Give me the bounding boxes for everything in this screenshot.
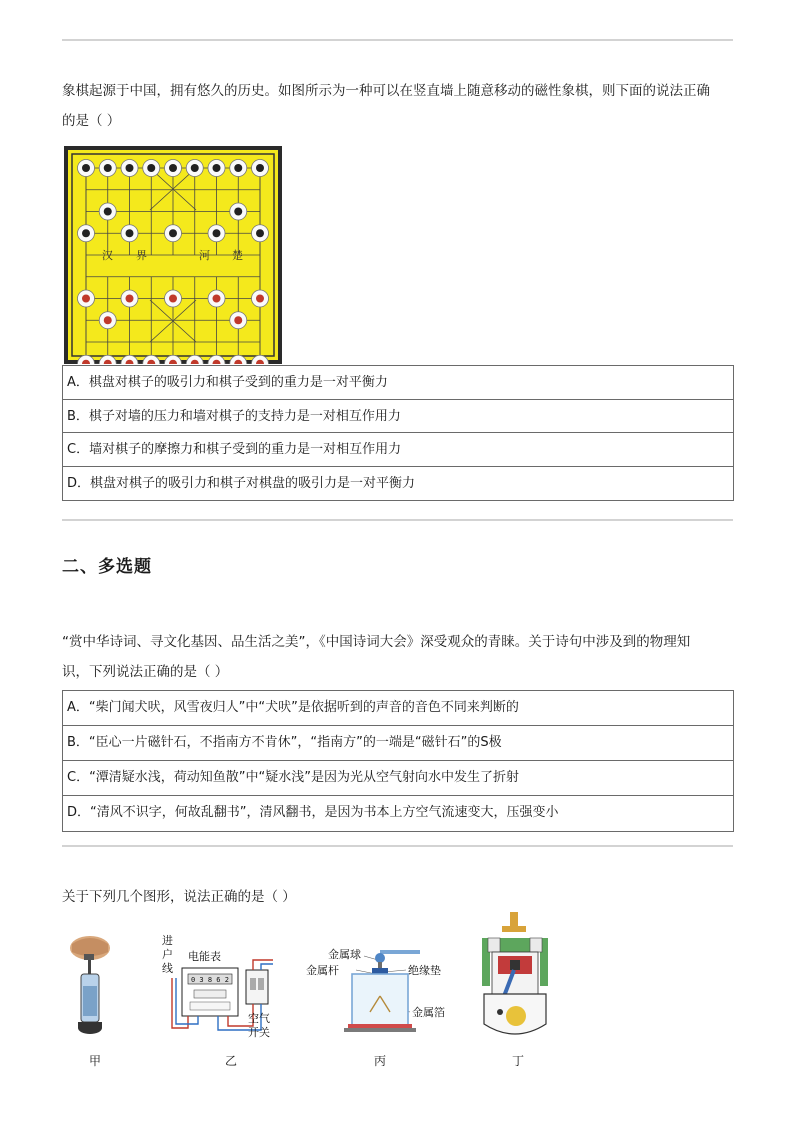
figure-ding-engine bbox=[476, 912, 554, 1044]
chess-piece-glyph bbox=[126, 295, 134, 303]
caption-yi: 乙 bbox=[225, 1054, 238, 1068]
q3-stem: 关于下列几个图形，说法正确的是（ ） bbox=[62, 889, 296, 905]
chess-piece-glyph bbox=[126, 229, 134, 237]
yi-label-air-2: 开关 bbox=[248, 1026, 270, 1039]
q1-stem-line2: 的是（ ） bbox=[62, 113, 121, 129]
q2-option-d[interactable]: D．“清风不识字，何故乱翻书”，清风翻书，是因为书本上方空气流速变大，压强变小 bbox=[67, 805, 559, 820]
river-text-3: 河 bbox=[199, 249, 210, 262]
chess-piece-glyph bbox=[104, 316, 112, 324]
bing-label-foil: 金属箔 bbox=[412, 1006, 445, 1019]
caption-jia: 甲 bbox=[89, 1054, 102, 1068]
chess-piece-glyph bbox=[234, 316, 242, 324]
chess-piece-glyph bbox=[104, 208, 112, 216]
top-divider bbox=[62, 39, 733, 41]
bing-label-ball: 金属球 bbox=[328, 948, 361, 961]
q1-divider bbox=[62, 519, 733, 521]
chess-piece-glyph bbox=[126, 164, 134, 172]
river-text-1: 汉 bbox=[102, 249, 113, 262]
chess-piece-glyph bbox=[147, 164, 155, 172]
q2-options-table bbox=[62, 690, 734, 832]
chess-piece-glyph bbox=[191, 164, 199, 172]
chess-piece-glyph bbox=[256, 229, 264, 237]
bing-label-rod: 金属杆 bbox=[306, 964, 339, 977]
chess-piece-glyph bbox=[104, 164, 112, 172]
chess-piece-glyph bbox=[169, 229, 177, 237]
q1-stem bbox=[62, 76, 734, 136]
caption-ding: 丁 bbox=[512, 1054, 525, 1068]
chess-piece-glyph bbox=[213, 295, 221, 303]
q2-stem bbox=[62, 627, 734, 687]
q2-stem-line1: “赏中华诗词、寻文化基因、品生活之美”，《中国诗词大会》深受观众的青睐。关于诗句中涉及到的物理知 bbox=[62, 634, 691, 650]
q1-stem-line1: 象棋起源于中国，拥有悠久的历史。如图所示为一种可以在竖直墙上随意移动的磁性象棋，则下面的说法正确 bbox=[62, 83, 710, 99]
chess-piece-glyph bbox=[82, 229, 90, 237]
chess-piece-glyph bbox=[213, 229, 221, 237]
yi-label-air-1: 空气 bbox=[248, 1012, 270, 1025]
figure-jia-air-pump bbox=[62, 934, 122, 1044]
river-text-2: 界 bbox=[136, 249, 147, 262]
yi-label-inlet-1: 进 bbox=[162, 934, 173, 947]
yi-label-meter: 电能表 bbox=[188, 950, 221, 963]
q1-options-table bbox=[62, 365, 734, 501]
chess-piece-glyph bbox=[234, 208, 242, 216]
chess-piece-glyph bbox=[82, 295, 90, 303]
q2-option-b[interactable]: B．“臣心一片磁针石，不指南方不肯休”，“指南方”的一端是“磁针石”的S极 bbox=[63, 726, 733, 761]
yi-label-inlet-2: 户 bbox=[162, 948, 173, 961]
q1-option-b[interactable]: B．棋子对墙的压力和墙对棋子的支持力是一对相互作用力 bbox=[63, 400, 733, 434]
chess-piece-glyph bbox=[256, 295, 264, 303]
chess-piece-glyph bbox=[234, 164, 242, 172]
q1-option-c[interactable]: C．墙对棋子的摩擦力和棋子受到的重力是一对相互作用力 bbox=[63, 433, 733, 467]
q2-stem-line2: 识，下列说法正确的是（ ） bbox=[62, 664, 229, 680]
q2-divider bbox=[62, 845, 733, 847]
bing-label-pad: 绝缘垫 bbox=[408, 964, 441, 977]
figure-bing-electroscope bbox=[300, 944, 460, 1044]
magnetic-chess-board-image bbox=[64, 146, 282, 364]
chess-piece-glyph bbox=[82, 164, 90, 172]
q1-option-d[interactable]: D．棋盘对棋子的吸引力和棋子对棋盘的吸引力是一对平衡力 bbox=[67, 475, 416, 491]
chess-piece-glyph bbox=[256, 164, 264, 172]
chess-piece-glyph bbox=[169, 295, 177, 303]
chess-piece-glyph bbox=[169, 164, 177, 172]
chess-piece-glyph bbox=[213, 164, 221, 172]
q2-option-c[interactable]: C．“潭清疑水浅，荷动知鱼散”中“疑水浅”是因为光从空气射向水中发生了折射 bbox=[63, 761, 733, 796]
yi-meter-reading: 0 3 8 6 2 bbox=[191, 976, 229, 984]
yi-label-inlet-3: 线 bbox=[162, 962, 173, 975]
river-text-4: 楚 bbox=[232, 249, 243, 262]
figure-yi-electric-meter bbox=[158, 930, 278, 1042]
caption-bing: 丙 bbox=[374, 1054, 387, 1068]
q1-option-a[interactable]: A．棋盘对棋子的吸引力和棋子受到的重力是一对平衡力 bbox=[63, 366, 733, 400]
section-title: 二、多选题 bbox=[62, 557, 152, 577]
q2-option-a[interactable]: A．“柴门闻犬吠，风雪夜归人”中“犬吠”是依据听到的声音的音色不同来判断的 bbox=[63, 691, 733, 726]
